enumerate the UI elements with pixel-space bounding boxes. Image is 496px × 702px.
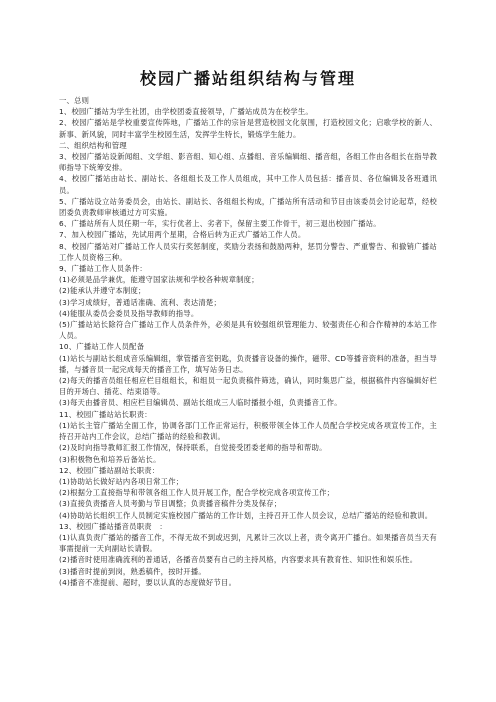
paragraph: 8、校园广播站对广播站工作人员实行奖惩制度，奖励分表扬和鼓励两种，惩罚分警告、严重警告、和撤销广播站工作人员资格三种。 <box>59 241 437 262</box>
paragraph: (3)学习成绩好，普通话准确、流利、表达清楚； <box>59 297 222 307</box>
paragraph: (1)协助站长做好站内各项日常工作； <box>59 476 184 486</box>
paragraph: 3、校园广播站设新闻组、文学组、影音组、知心组、点播组、音乐编辑组、播音组，各组工作由各组长在指导教师指导下统筹安排。 <box>59 152 437 173</box>
paragraph: 5、广播站设立站务委员会，由站长、副站长、各组组长构成，广播站所有活动和节目由该委员会讨论起草，经校团委负责教师审核通过方可实施。 <box>59 196 437 218</box>
paragraph: 13、校园广播站播音员职责 ： <box>59 521 167 531</box>
paragraph: (1)必须是品学兼优，能遵守国家法规和学校各种规章制度； <box>59 275 259 285</box>
paragraph: (4)协助站长组织工作人员制定实施校园广播站的工作计划，主持召开工作人员会议，总结广播站的经验和教训。 <box>59 510 433 520</box>
paragraph: (2)每天的播音员组任相应栏目组组长，和组员一起负责稿件筛选，确认，同时集思广益，根据稿件内容编辑好栏目的开场白、插花、结束语等。 <box>59 376 437 397</box>
paragraph: (2)根据分工直接指导和带领各组工作人员开展工作，配合学校完成各项宣传工作； <box>59 488 335 498</box>
paragraph: 9、广播站工作人员条件： <box>59 264 147 274</box>
paragraph: 1、校园广播站为学生社团，由学校团委直接领导，广播站成员为在校学生。 <box>59 107 313 117</box>
paragraph: (2)及时向指导教师汇报工作情况，保持联系，自觉接受团委老师的指导和帮助。 <box>59 443 327 453</box>
paragraph: 12、校园广播站副站长职责： <box>59 465 160 475</box>
paragraph: (1)站长与副站长组成音乐编辑组，掌管播音室钥匙，负责播音设备的操作，磁带、CD等播音资料的准备，担当导播，与播音员一起完成每天的播音工作，填写站务日志。 <box>59 353 437 374</box>
paragraph: 4、校园广播站由站长、副站长、各组组长及工作人员组成，其中工作人员包括：播音员、各位编辑及各班通讯员。 <box>59 174 437 195</box>
paragraph: (2)能承认并遵守本制度； <box>59 286 146 296</box>
paragraph: (3)播音时提前到岗，熟悉稿件，按时开播。 <box>59 566 206 576</box>
document-body <box>59 95 437 588</box>
paragraph: (4)播音不准提前、超时，要以认真的态度做好节目。 <box>59 577 237 587</box>
paragraph: 一、总则 <box>59 96 90 105</box>
paragraph: (3)积极物色和培养后备站长。 <box>59 454 161 464</box>
paragraph: (2)播音时使用准确流利的普通话，各播音员要有自己的主持风格，内容要求具有教育性、知识性和娱乐性。 <box>59 555 418 565</box>
paragraph: 2、校园广播站是学校重要宣传阵地，广播站工作的宗旨是营造校园文化氛围，打造校园文化；启歌学校的新人、新事、新风貌，同时丰富学生校园生活，发挥学生特长，锻炼学生能力。 <box>59 118 437 139</box>
paragraph: 11、校园广播站站长职责： <box>59 409 152 419</box>
paragraph: (4)能服从委员会委员及指导教师的指导。 <box>59 308 199 318</box>
document-title: 校园广播站组织结构与管理 <box>139 69 356 88</box>
paragraph: 7、加入校园广播站，先试用两个星期，合格后转为正式广播站工作人员。 <box>59 230 306 240</box>
paragraph: (5)广播站站长除符合广播站工作人员条件外，必须是具有较强组织管理能力、较强责任心和合作精神的本站工作人员。 <box>59 320 437 341</box>
paragraph: (3)直接负责播音人员考勤与节目调整；负责播音稿件分类及保存； <box>59 499 282 509</box>
paragraph: (1)站长主管广播站全面工作，协调各部门工作正常运行，积极带领全体工作人员配合学校完成各项宣传工作，主持召开站内工作会议，总结广播站的经验和教训。 <box>59 420 437 442</box>
paragraph: 6、广播站所有人员任期一年，实行优者上、劣者下，保留主要工作骨干，初三退出校园广播站。 <box>59 219 381 229</box>
paragraph: 10、广播站工作人员配备 <box>59 342 145 352</box>
paragraph: (1)认真负责广播站的播音工作，不得无故不到或迟到，凡累计三次以上者，责令离开广播台。如果播音员当天有事需提前一天向副站长请假。 <box>59 532 437 554</box>
paragraph: (3)每天由播音员、相应栏目编辑员、副站长组成三人临时播报小组，负责播音工作。 <box>59 398 342 408</box>
paragraph: 二、组织结构和管理 <box>59 140 127 150</box>
